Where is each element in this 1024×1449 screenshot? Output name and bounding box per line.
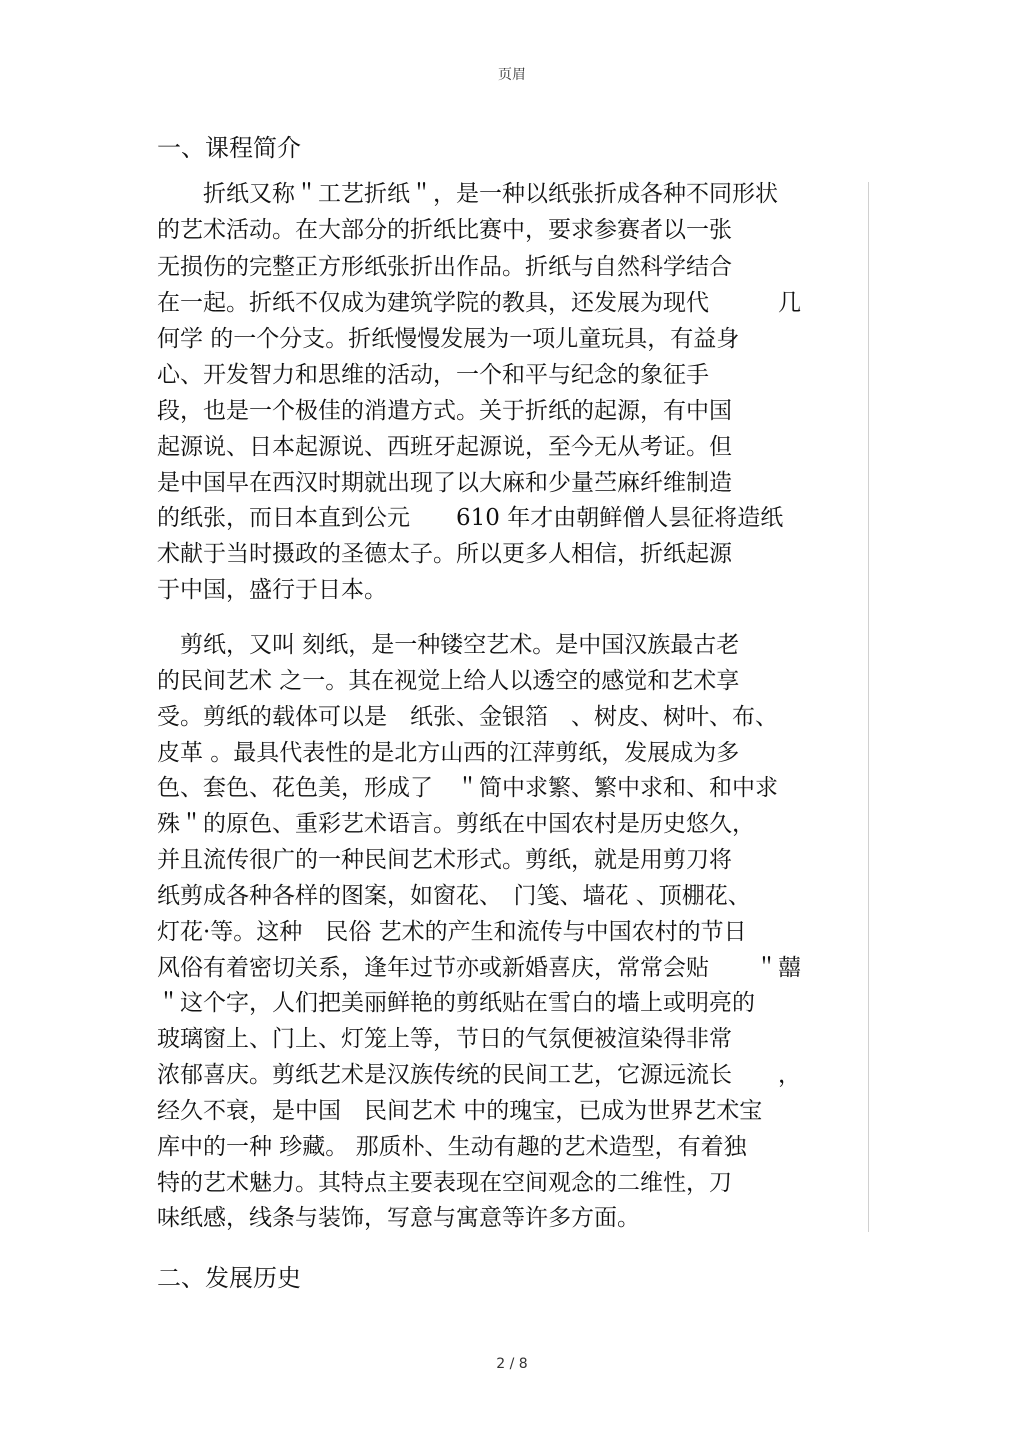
text-line: 在一起。折纸不仅成为建筑学院的教具，还发展为现代 几 — [157, 290, 801, 316]
section-heading-history: 二、发展历史 — [157, 1264, 301, 1292]
text-line: 术献于当时摄政的圣德太子。所以更多人相信，折纸起源 — [157, 541, 732, 567]
text-line: ＂这个字，人们把美丽鲜艳的剪纸贴在雪白的墙上或明亮的 — [157, 990, 755, 1016]
text-line: 的艺术活动。在大部分的折纸比赛中，要求参赛者以一张 — [157, 217, 732, 243]
text-line: 段，也是一个极佳的消遣方式。关于折纸的起源，有中国 — [157, 398, 732, 424]
section-heading-intro: 一、课程简介 — [157, 134, 301, 162]
text-line: 库中的一种 珍藏。 那质朴、生动有趣的艺术造型，有着独 — [157, 1134, 747, 1160]
text-line: 皮革 。最具代表性的是北方山西的江萍剪纸，发展成为多 — [157, 740, 740, 766]
text-line: 特的艺术魅力。其特点主要表现在空间观念的二维性，刀 — [157, 1170, 732, 1196]
text-line: 的纸张，而日本直到公元 610 年才由朝鲜僧人昙征将造纸 — [157, 505, 784, 531]
text-line: 浓郁喜庆。剪纸艺术是汉族传统的民间工艺，它源远流长 ， — [157, 1062, 801, 1088]
text-line: 纸剪成各种各样的图案，如窗花、 门笺、墙花 、顶棚花、 — [157, 883, 751, 909]
text-line: 并且流传很广的一种民间艺术形式。剪纸，就是用剪刀将 — [157, 847, 732, 873]
text-line: 风俗有着密切关系，逢年过节亦或新婚喜庆，常常会贴 ＂囍 — [157, 955, 801, 981]
text-line: 味纸感，线条与装饰，写意与寓意等许多方面。 — [157, 1205, 640, 1231]
text-line: 受。剪纸的载体可以是 纸张、金银箔 、树皮、树叶、布、 — [157, 704, 778, 730]
text-line: 玻璃窗上、门上、灯笼上等，节日的气氛便被渲染得非常 — [157, 1026, 732, 1052]
margin-rule — [868, 182, 869, 1232]
text-line: 无损伤的完整正方形纸张折出作品。折纸与自然科学结合 — [157, 254, 732, 280]
text-line: 于中国，盛行于日本。 — [157, 577, 387, 603]
text-line: 剪纸，又叫 刻纸，是一种镂空艺术。是中国汉族最古老 — [157, 632, 740, 658]
text-line: 折纸又称＂工艺折纸＂，是一种以纸张折成各种不同形状 — [157, 181, 778, 207]
text-line: 的民间艺术 之一。其在视觉上给人以透空的感觉和艺术享 — [157, 668, 740, 694]
text-line: 起源说、日本起源说、西班牙起源说，至今无从考证。但 — [157, 434, 732, 460]
page-header: 页眉 — [498, 67, 526, 83]
text-line: 色、套色、花色美，形成了 ＂简中求繁、繁中求和、和中求 — [157, 775, 778, 801]
text-line: 是中国早在西汉时期就出现了以大麻和少量苎麻纤维制造 — [157, 470, 732, 496]
text-line: 灯花·等。这种 民俗 艺术的产生和流传与中国农村的节日 — [157, 919, 747, 945]
text-line: 殊＂的原色、重彩艺术语言。剪纸在中国农村是历史悠久， — [157, 811, 755, 837]
text-line: 经久不衰，是中国 民间艺术 中的瑰宝，已成为世界艺术宝 — [157, 1098, 763, 1124]
text-line: 心、开发智力和思维的活动，一个和平与纪念的象征手 — [157, 362, 709, 388]
page-number: 2 / 8 — [496, 1356, 528, 1372]
text-line: 何学 的一个分支。折纸慢慢发展为一项儿童玩具，有益身 — [157, 326, 740, 352]
